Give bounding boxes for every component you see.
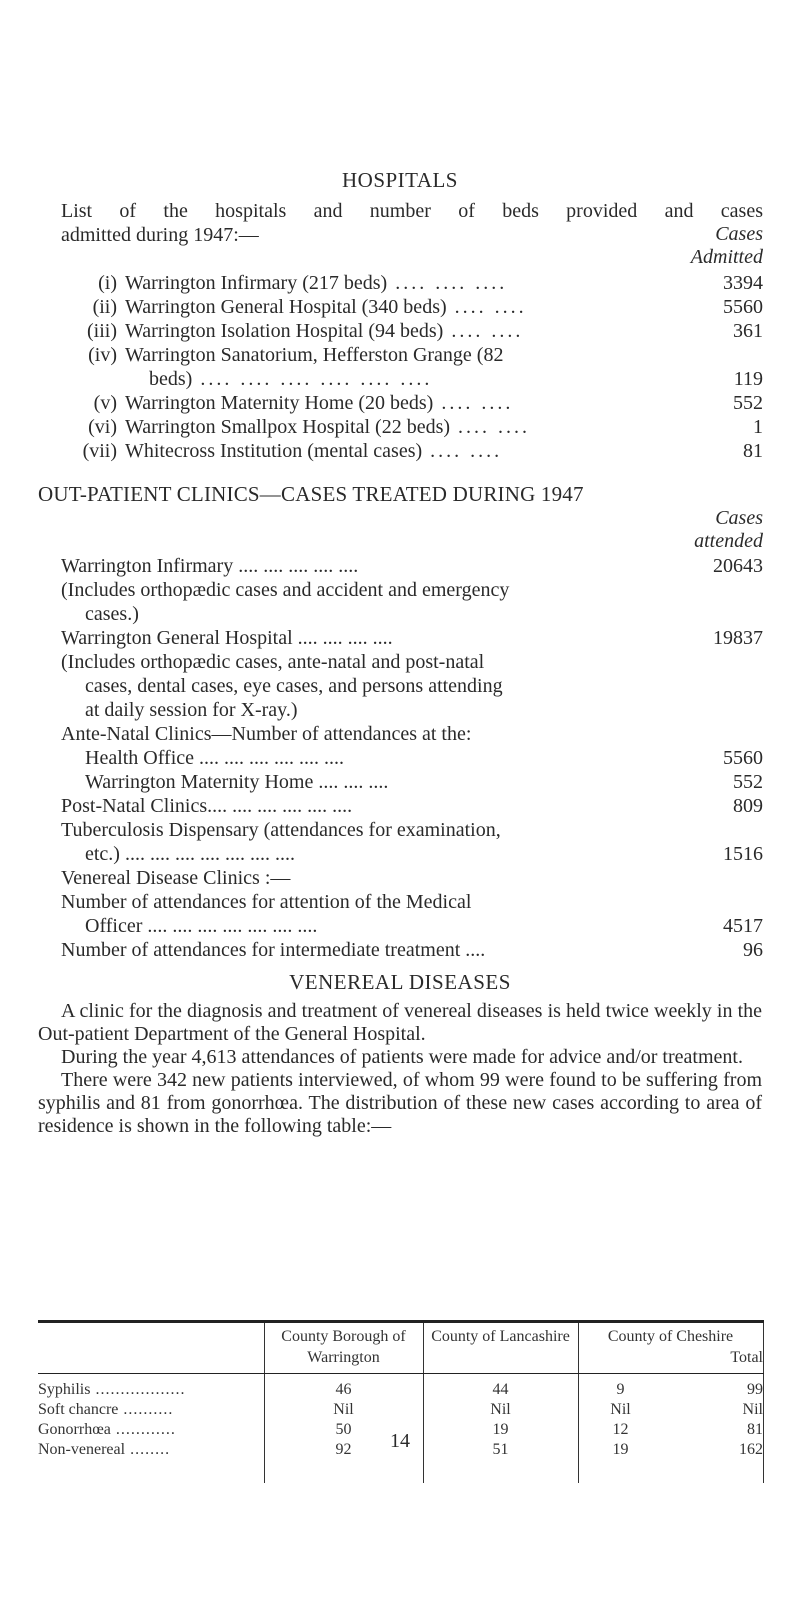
hospital-row — [61, 295, 763, 320]
outpatient-line-text: Tuberculosis Dispensary (attendances for examination, — [61, 819, 501, 841]
hospital-row-cases: 5560 — [723, 296, 763, 318]
table-cell: 99 — [747, 1381, 763, 1398]
outpatient-line-text: etc.) .... .... .... .... .... .... .... — [85, 843, 295, 865]
hospital-row-number: (iv) — [88, 344, 117, 366]
outpatient-line-value: 552 — [733, 771, 763, 793]
table-cell: 12 — [612, 1421, 629, 1438]
table-row-label-wrap — [38, 1379, 185, 1400]
hospital-row-name-wrap — [125, 271, 507, 296]
hospital-row — [61, 319, 763, 344]
outpatient-line — [85, 914, 763, 938]
outpatient-line-text: (Includes orthopædic cases, ante-natal and post-natal — [61, 651, 485, 673]
table-header-lancashire: County of Lancashire — [431, 1328, 570, 1345]
outpatient-line-text: Health Office .... .... .... .... .... .... — [85, 747, 345, 769]
leader-dots: .... .... — [443, 320, 524, 342]
table-header-rule — [38, 1373, 764, 1374]
hospital-row-number: (ii) — [92, 296, 117, 318]
hospital-row-name-wrap — [125, 439, 502, 464]
hospital-row-name: Warrington Smallpox Hospital (22 beds) — [125, 416, 451, 438]
table-top-rule — [38, 1320, 764, 1323]
outpatient-line — [61, 626, 763, 650]
hospital-row — [61, 391, 763, 416]
cases-admitted-header-line-1: Cases — [715, 223, 763, 245]
hospital-row-name-wrap — [125, 415, 530, 440]
table-header-cheshire: County of Cheshire — [607, 1328, 734, 1345]
hospital-row-name-wrap — [125, 295, 527, 320]
hospital-row-name-wrap — [125, 391, 513, 416]
outpatient-line-value: 809 — [733, 795, 763, 817]
table-cell: 19 — [492, 1421, 509, 1438]
outpatient-line-value: 96 — [743, 939, 763, 961]
outpatient-line — [85, 842, 763, 866]
cases-admitted-header-line-2: Admitted — [690, 246, 763, 268]
hospital-row-number: (iii) — [87, 320, 117, 342]
leader-dots: .................. — [90, 1381, 186, 1398]
table-cell: 92 — [335, 1441, 352, 1458]
outpatient-title: OUT-PATIENT CLINICS—CASES TREATED DURING 1947 — [38, 482, 584, 506]
hospital-row-name-wrap — [125, 319, 523, 344]
outpatient-line-value: 1516 — [723, 843, 763, 865]
outpatient-line — [61, 578, 763, 602]
table-cell: Nil — [742, 1401, 763, 1418]
leader-dots: .... .... .... .... .... .... — [192, 368, 433, 390]
outpatient-line-value: 4517 — [723, 915, 763, 937]
leader-dots: .......... — [118, 1401, 174, 1418]
outpatient-line-text: at daily session for X-ray.) — [85, 699, 298, 721]
hospital-row — [61, 415, 763, 440]
table-cell: 81 — [747, 1421, 763, 1438]
outpatient-line-text: cases, dental cases, eye cases, and persons attending — [85, 675, 503, 697]
outpatient-line-value: 19837 — [713, 627, 763, 649]
hospital-row-name: Warrington Sanatorium, Hefferston Grange (82 — [125, 344, 504, 366]
paragraph: A clinic for the diagnosis and treatment of venereal diseases is held twice weekly in the Out-patient Department of the General Hospital. — [38, 1000, 762, 1045]
outpatient-line — [85, 770, 763, 794]
outpatient-line-text: Warrington General Hospital .... .... .... .... — [61, 627, 393, 649]
outpatient-line-text: Officer .... .... .... .... .... .... .... — [85, 915, 318, 937]
leader-dots: .... .... — [422, 440, 503, 462]
table-row-label: Syphilis — [38, 1381, 91, 1398]
hospital-row-name: beds) — [149, 368, 193, 390]
outpatient-line-text: cases.) — [85, 603, 139, 625]
outpatient-line — [61, 722, 763, 746]
outpatient-line-text: Warrington Infirmary .... .... .... .... .... — [61, 555, 359, 577]
paragraph: There were 342 new patients interviewed, of whom 99 were found to be suffering from syphilis and 81 from gonorrhœa. The distribution of these new cases according to area of residence is shown in the following table:— — [38, 1069, 762, 1137]
paragraph: During the year 4,613 attendances of patients were made for advice and/or treatment. — [61, 1046, 743, 1068]
table-cell: 44 — [492, 1381, 509, 1398]
leader-dots: .... .... — [433, 392, 514, 414]
hospital-row-name: Warrington General Hospital (340 beds) — [125, 296, 447, 318]
hospital-row-name: Warrington Maternity Home (20 beds) — [125, 392, 434, 414]
venereal-paragraphs — [38, 1000, 762, 1138]
leader-dots: .... .... — [450, 416, 531, 438]
hospital-row-cases: 81 — [743, 440, 763, 462]
cases-attended-header-line-2: attended — [694, 530, 763, 552]
table-cell: Nil — [610, 1401, 631, 1418]
table-cell: 51 — [492, 1441, 509, 1458]
table-cell: 19 — [612, 1441, 629, 1458]
outpatient-line — [61, 890, 763, 914]
hospital-row-name: Warrington Isolation Hospital (94 beds) — [125, 320, 444, 342]
hospital-row-name-wrap — [125, 343, 503, 368]
outpatient-line — [61, 818, 763, 842]
hospital-row-cases: 1 — [753, 416, 763, 438]
table-cell: 9 — [616, 1381, 625, 1398]
table-header-total: Total — [730, 1349, 763, 1366]
cases-attended-header-line-1: Cases — [715, 507, 763, 529]
hospital-row-name: Whitecross Institution (mental cases) — [125, 440, 423, 462]
outpatient-line — [85, 674, 763, 698]
outpatient-line-text: Number of attendances for attention of the Medical — [61, 891, 472, 913]
hospital-row-number: (v) — [93, 392, 117, 414]
outpatient-line-text: Warrington Maternity Home .... .... .... — [85, 771, 389, 793]
outpatient-line — [61, 938, 763, 962]
table-row-label-wrap — [38, 1399, 173, 1420]
outpatient-line — [85, 602, 763, 626]
venereal-title: VENEREAL DISEASES — [289, 970, 511, 994]
outpatient-line — [61, 650, 763, 674]
table-cell: Nil — [490, 1401, 511, 1418]
hospital-row-name-wrap — [149, 367, 432, 392]
table-row-label: Non-venereal — [38, 1441, 126, 1458]
table-row-label: Soft chancre — [38, 1401, 119, 1418]
hospital-row-cases: 3394 — [723, 272, 763, 294]
table-cell: 50 — [335, 1421, 352, 1438]
leader-dots: .... .... .... — [387, 272, 508, 294]
cases-admitted-header — [691, 223, 763, 269]
leader-dots: ............ — [110, 1421, 176, 1438]
hospital-row-cases: 361 — [733, 320, 763, 342]
leader-dots: .... .... — [446, 296, 527, 318]
intro-line-2: admitted during 1947:— — [61, 224, 259, 246]
hospital-row — [61, 271, 763, 296]
intro-line-1: List of the hospitals and number of beds provided and cases — [61, 200, 763, 222]
hospital-row-number: (vi) — [88, 416, 117, 438]
cases-attended-header — [694, 507, 763, 553]
table-column-divider — [763, 1323, 764, 1483]
hospital-row — [61, 343, 763, 368]
leader-dots: ........ — [125, 1441, 171, 1458]
outpatient-line-text: Post-Natal Clinics.... .... .... .... .... .... — [61, 795, 353, 817]
table-cell: Nil — [333, 1401, 354, 1418]
table-cell: 46 — [335, 1381, 352, 1398]
outpatient-line — [61, 866, 763, 890]
table-row-label: Gonorrhœa — [38, 1421, 111, 1438]
table-cell: 162 — [739, 1441, 763, 1458]
venereal-cases-table — [38, 1320, 764, 1620]
hospital-row-cases: 119 — [733, 368, 763, 390]
outpatient-line — [61, 794, 763, 818]
outpatient-line-text: Ante-Natal Clinics—Number of attendances at the: — [61, 723, 472, 745]
outpatient-line — [85, 698, 763, 722]
hospital-row-cases: 552 — [733, 392, 763, 414]
outpatient-line — [85, 746, 763, 770]
outpatient-line-text: Venereal Disease Clinics :— — [61, 867, 291, 889]
hospital-row — [61, 439, 763, 464]
outpatient-line — [61, 554, 763, 578]
outpatient-line-value: 20643 — [713, 555, 763, 577]
page-number: 14 — [390, 1430, 410, 1452]
table-header-warrington: County Borough of Warrington — [281, 1328, 406, 1366]
outpatient-line-value: 5560 — [723, 747, 763, 769]
outpatient-line-text: (Includes orthopædic cases and accident and emergency — [61, 579, 510, 601]
hospitals-title: HOSPITALS — [341, 168, 458, 192]
hospital-row-number: (vii) — [82, 440, 117, 462]
hospital-row-continued — [61, 367, 763, 392]
outpatient-line-text: Number of attendances for intermediate treatment .... — [61, 939, 486, 961]
hospital-row-name: Warrington Infirmary (217 beds) — [125, 272, 388, 294]
hospital-row-number: (i) — [98, 272, 117, 294]
